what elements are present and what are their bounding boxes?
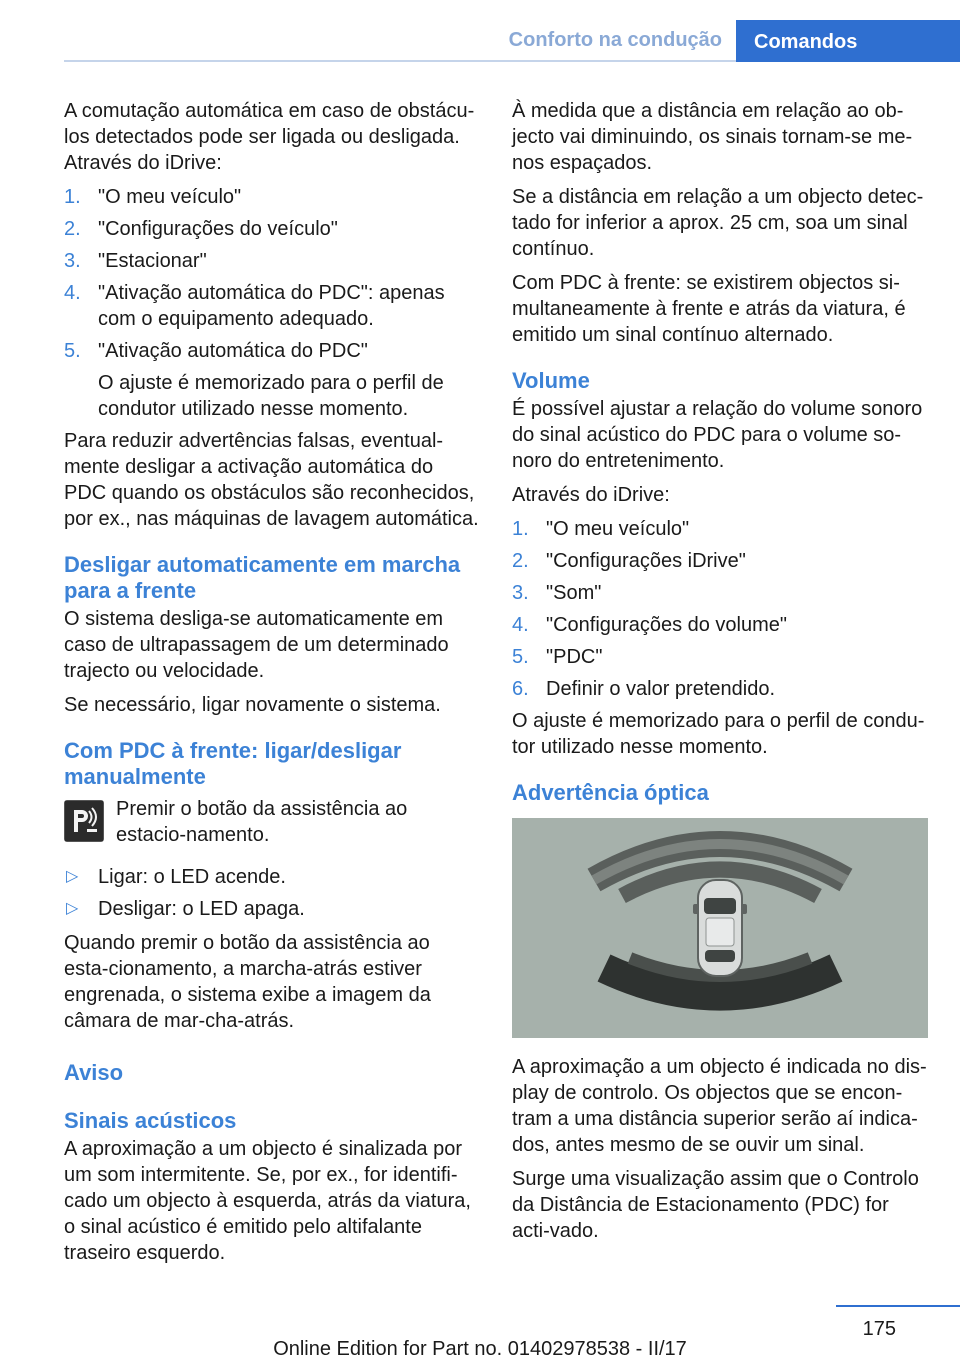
step-number: 6. — [512, 678, 529, 700]
heading-aviso: Aviso — [64, 1060, 124, 1085]
footer-rule — [836, 1305, 960, 1307]
bullet-text: Desligar: o LED apaga. — [98, 898, 305, 920]
heading-manual: Com PDC à frente: ligar/desligar manualmente — [64, 738, 402, 789]
step-text: "Som" — [546, 582, 602, 604]
list-item — [512, 516, 930, 542]
step-text: "O meu veículo" — [98, 186, 242, 208]
list-item — [64, 280, 479, 332]
step-number: 5. — [64, 340, 81, 362]
pdc-button-text: Premir o botão da assistência ao estacio-namento. — [116, 798, 408, 846]
volume-paragraph: É possível ajustar a relação do volume sonoro do sinal acústico do PDC para o volume so-noro do entretenimento. — [512, 398, 923, 472]
step-text: "Configurações iDrive" — [546, 550, 746, 572]
pdc-button-row — [64, 796, 479, 848]
step-number: 4. — [64, 282, 81, 304]
step-text: Definir o valor pretendido. — [546, 678, 776, 700]
list-item — [64, 216, 479, 242]
intro-paragraph: A comutação automática em caso de obstácu-los detectados pode ser ligada ou desligada. Através do iDrive: — [64, 100, 475, 174]
heading-desligar: Desligar automaticamente em marcha para a frente — [64, 552, 461, 603]
edition-line: Online Edition for Part no. 01402978538 - II/17 — [273, 1338, 687, 1360]
ligar-paragraph: Se necessário, ligar novamente o sistema. — [64, 694, 441, 716]
list-item — [64, 184, 479, 210]
step-number: 2. — [64, 218, 81, 240]
distance-paragraph: À medida que a distância em relação ao ob-jecto vai diminuindo, os sinais tornam-se me-nos espaçados. — [512, 100, 913, 174]
surge-paragraph: Surge uma visualização assim que o Controlo da Distância de Estacionamento (PDC) for acti-vado. — [512, 1168, 919, 1242]
left-steps-list — [64, 184, 479, 422]
display-paragraph: A aproximação a um objecto é indicada no dis-play de controlo. Os objectos que se encon-tram a uma distância superior serão aí indica-dos, antes mesmo de se ouvir um sinal. — [512, 1056, 927, 1156]
heading-volume: Volume — [512, 368, 590, 393]
list-item — [512, 676, 930, 702]
list-item — [512, 612, 930, 638]
step-number: 3. — [512, 582, 529, 604]
list-item — [512, 644, 930, 670]
list-item — [64, 338, 479, 422]
header-tab: Comandos — [736, 20, 960, 62]
triangle-bullet-icon: ▷ — [66, 868, 79, 885]
reduce-warnings-paragraph: Para reduzir advertências falsas, eventual-mente desligar a activação automática do PDC quando os obstáculos são reconhecidos, por ex., nas máquinas de lavagem automática. — [64, 430, 479, 530]
step-text: "Configurações do volume" — [546, 614, 787, 636]
right-column — [512, 98, 930, 1252]
step-number: 3. — [64, 250, 81, 272]
led-bullets — [64, 864, 479, 922]
list-item — [64, 896, 479, 922]
step-text: "Ativação automática do PDC": apenas com o equipamento adequado. — [98, 282, 445, 330]
step-text: "Ativação automática do PDC" — [98, 340, 368, 362]
ajuste-paragraph: O ajuste é memorizado para o perfil de condu-tor utilizado nesse momento. — [512, 710, 925, 758]
step-number: 1. — [64, 186, 81, 208]
heading-sinais: Sinais acústicos — [64, 1108, 237, 1133]
camera-paragraph: Quando premir o botão da assistência ao esta-cionamento, a marcha-atrás estiver engrenada, o sistema exibe a imagem da câmara de mar-cha-atrás. — [64, 932, 431, 1032]
idrive-paragraph: Através do iDrive: — [512, 484, 670, 506]
step-subtext: O ajuste é memorizado para o perfil de condutor utilizado nesse momento. — [98, 372, 444, 420]
step-number: 4. — [512, 614, 529, 636]
bullet-text: Ligar: o LED acende. — [98, 866, 286, 888]
desligar-paragraph: O sistema desliga-se automaticamente em caso de ultrapassagem de um determinado trajecto ou velocidade. — [64, 608, 449, 682]
step-number: 2. — [512, 550, 529, 572]
step-text: "O meu veículo" — [546, 518, 690, 540]
pdc-display-illustration — [512, 818, 928, 1038]
right-steps-list — [512, 516, 930, 702]
list-item — [512, 548, 930, 574]
step-number: 5. — [512, 646, 529, 668]
parking-assist-icon — [64, 800, 104, 842]
continuous-signal-paragraph: Se a distância em relação a um objecto detec-tado for inferior a aprox. 25 cm, soa um sinal contínuo. — [512, 186, 924, 260]
step-number: 1. — [512, 518, 529, 540]
step-text: "PDC" — [546, 646, 603, 668]
step-text: "Configurações do veículo" — [98, 218, 338, 240]
list-item — [64, 864, 479, 890]
left-column — [64, 98, 479, 1274]
sinais-paragraph: A aproximação a um objecto é sinalizada por um som intermitente. Se, por ex., for identifi-cado um objecto à esquerda, atrás da viatura, o sinal acústico é emitido pelo altifalante traseiro esquerdo. — [64, 1138, 471, 1264]
triangle-bullet-icon: ▷ — [66, 900, 79, 917]
step-text: "Estacionar" — [98, 250, 207, 272]
page-number: 175 — [862, 1318, 896, 1340]
list-item — [512, 580, 930, 606]
list-item — [64, 248, 479, 274]
header-section-title: Conforto na condução — [508, 29, 722, 51]
heading-optica: Advertência óptica — [512, 780, 709, 805]
front-pdc-paragraph: Com PDC à frente: se existirem objectos si-multaneamente à frente e atrás da viatura, é emitido um sinal contínuo alternado. — [512, 272, 906, 346]
